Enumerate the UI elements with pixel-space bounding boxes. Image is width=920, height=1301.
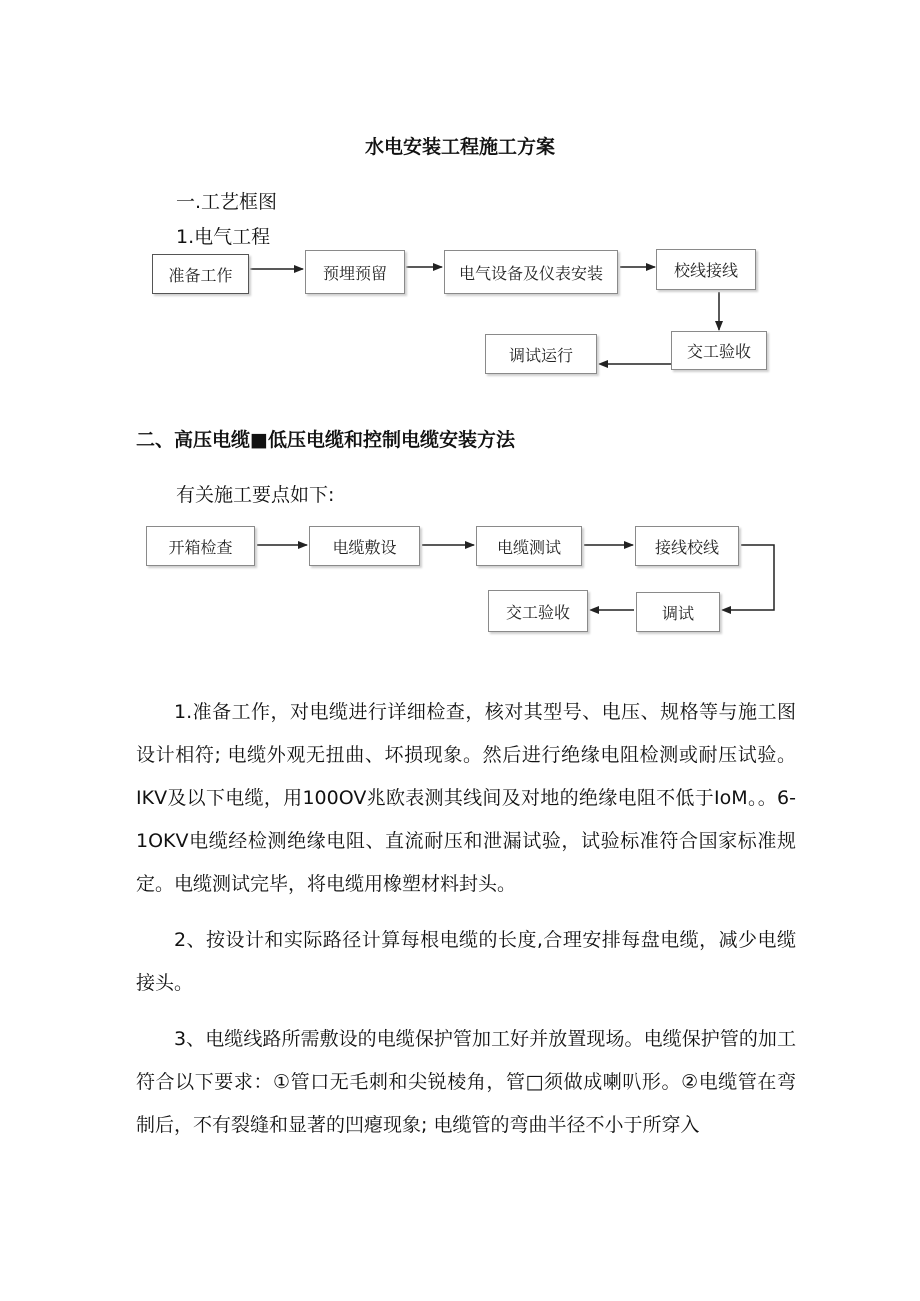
flow2-box-cable-laying: 电缆敷设 <box>309 526 420 566</box>
flow2-box-commissioning: 调试 <box>636 592 720 632</box>
flow-box-prepare: 准备工作 <box>152 254 249 294</box>
flow-box-commissioning: 调试运行 <box>485 334 597 374</box>
flow2-box-cable-test: 电缆测试 <box>476 526 582 566</box>
flow2-box-unpack-inspect: 开箱检查 <box>146 526 255 566</box>
flow-box-equipment-install: 电气设备及仪表安装 <box>444 250 618 294</box>
body-text <box>136 691 796 1147</box>
flow2-box-wiring-check: 接线校线 <box>635 526 739 566</box>
document-title: 水电安装工程施工方案 <box>364 136 555 158</box>
flow-box-acceptance: 交工验收 <box>671 331 767 370</box>
flow-box-embed: 预埋预留 <box>305 250 405 294</box>
flow-box-wiring-check: 校线接线 <box>656 249 756 290</box>
paragraph-1: 1.准备工作，对电缆进行详细检查，核对其型号、电压、规格等与施工图设计相符; 电缆外观无扭曲、坏损现象。然后进行绝缘电阻检测或耐压试验。IKV及以下电缆，用100OV兆欧表测其线间及对地的绝缘电阻不低于IoM。。6-1OKV电缆经检测绝缘电阻、直流耐压和泄漏试验，试验标准符合国家标准规定。电缆测试完毕，将电缆用橡塑材料封头。 <box>136 701 796 895</box>
section2-intro: 有关施工要点如下: <box>176 484 335 506</box>
paragraph-2: 2、按设计和实际路径计算每根电缆的长度,合理安排每盘电缆，减少电缆接头。 <box>136 929 796 994</box>
section2-heading: 二、高压电缆■低压电缆和控制电缆安装方法 <box>136 429 515 451</box>
flow2-box-acceptance: 交工验收 <box>488 590 588 632</box>
section1-heading: 一.工艺框图 <box>176 191 278 213</box>
section1-subheading: 1.电气工程 <box>176 226 271 248</box>
paragraph-3: 3、电缆线路所需敷设的电缆保护管加工好并放置现场。电缆保护管的加工符合以下要求：①管口无毛刺和尖锐棱角，管□须做成喇叭形。②电缆管在弯制后，不有裂缝和显著的凹瘪现象; 电缆管的弯曲半径不小于所穿入 <box>136 1028 796 1136</box>
